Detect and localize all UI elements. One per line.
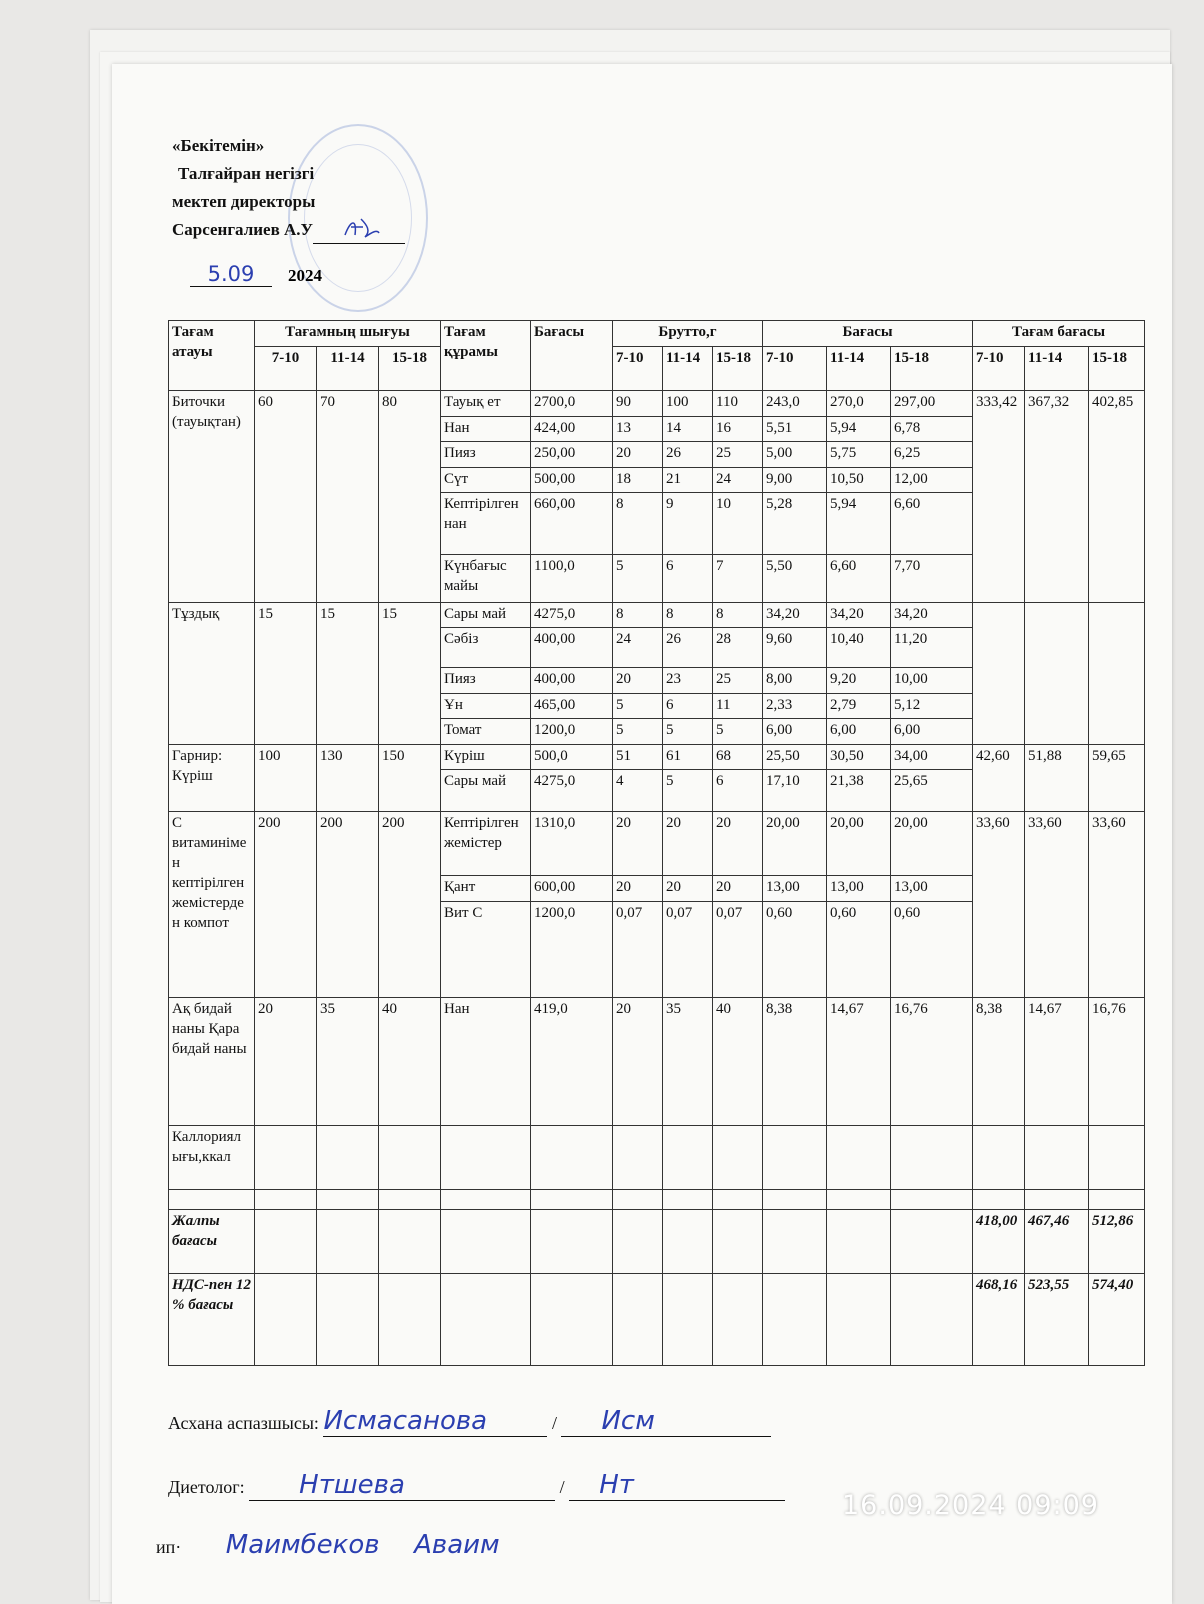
cost-11-14: 9,20 (827, 668, 891, 694)
approval-director-name: Сарсенгалиев А.У (172, 220, 314, 239)
header-cost-7-10: 7-10 (763, 347, 827, 391)
gross-11-14: 8 (663, 602, 713, 628)
header-dish-name: Тағам атауы (169, 321, 255, 391)
cost-7-10: 34,20 (763, 602, 827, 628)
ingredient-price: 465,00 (531, 693, 613, 719)
gross-15-18: 24 (713, 467, 763, 493)
gross-15-18: 110 (713, 391, 763, 417)
cost-11-14: 10,50 (827, 467, 891, 493)
dietitian-name: Нтшева (299, 1470, 405, 1500)
cost-7-10: 17,10 (763, 770, 827, 812)
dish-name: Ақ бидай наны Қара бидай наны (169, 998, 255, 1126)
yield-15-18: 150 (379, 744, 441, 812)
header-dish-price: Тағам бағасы (973, 321, 1145, 347)
table-row (169, 744, 1145, 770)
gross-11-14: 14 (663, 416, 713, 442)
dish-price-7-10: 42,60 (973, 744, 1025, 812)
ingredient: Томат (441, 719, 531, 745)
gross-11-14: 21 (663, 467, 713, 493)
cost-15-18: 10,00 (891, 668, 973, 694)
cost-7-10: 8,38 (763, 998, 827, 1126)
cost-15-18: 7,70 (891, 555, 973, 603)
ip-name: Маимбеков (225, 1530, 380, 1560)
gross-15-18: 6 (713, 770, 763, 812)
cost-7-10: 13,00 (763, 876, 827, 902)
dish-price-7-10: 8,38 (973, 998, 1025, 1126)
cook-signature-line: Асхана аспазшысы: Исмасанова / Исм (168, 1406, 771, 1437)
dish-name: Биточки (тауықтан) (169, 391, 255, 603)
director-signature (341, 215, 381, 241)
ingredient-price: 500,0 (531, 744, 613, 770)
gross-7-10: 20 (613, 812, 663, 876)
gross-7-10: 5 (613, 719, 663, 745)
gross-15-18: 8 (713, 602, 763, 628)
ingredient: Сәбіз (441, 628, 531, 668)
gross-15-18: 11 (713, 693, 763, 719)
ingredient-price: 1200,0 (531, 902, 613, 998)
header-cost: Бағасы (763, 321, 973, 347)
cost-11-14: 5,94 (827, 416, 891, 442)
gross-7-10: 90 (613, 391, 663, 417)
dish-price-15-18 (1089, 602, 1145, 744)
gross-7-10: 18 (613, 467, 663, 493)
cook-label: Асхана аспазшысы: (168, 1413, 319, 1433)
ip-label: ип· (156, 1537, 182, 1557)
header-gross-15-18: 15-18 (713, 347, 763, 391)
ingredient-price: 500,00 (531, 467, 613, 493)
gross-11-14: 5 (663, 770, 713, 812)
cost-7-10: 2,33 (763, 693, 827, 719)
dish-name: С витаминімен кептірілген жемістерден компот (169, 812, 255, 998)
header-dish-price-7-10: 7-10 (973, 347, 1025, 391)
empty-row (169, 1190, 1145, 1210)
yield-11-14: 70 (317, 391, 379, 603)
gross-11-14: 26 (663, 442, 713, 468)
ingredient: Кептірілген жемістер (441, 812, 531, 876)
cost-11-14: 6,60 (827, 555, 891, 603)
gross-7-10: 20 (613, 442, 663, 468)
gross-15-18: 40 (713, 998, 763, 1126)
cost-11-14: 20,00 (827, 812, 891, 876)
cost-11-14: 10,40 (827, 628, 891, 668)
yield-7-10: 20 (255, 998, 317, 1126)
ingredient-price: 400,00 (531, 668, 613, 694)
ingredient: Күріш (441, 744, 531, 770)
cost-15-18: 11,20 (891, 628, 973, 668)
ingredient: Вит С (441, 902, 531, 998)
gross-11-14: 6 (663, 555, 713, 603)
cost-7-10: 5,00 (763, 442, 827, 468)
gross-11-14: 0,07 (663, 902, 713, 998)
gross-7-10: 24 (613, 628, 663, 668)
total-row (169, 1210, 1145, 1274)
gross-7-10: 20 (613, 998, 663, 1126)
total-15-18: 512,86 (1089, 1210, 1145, 1274)
gross-7-10: 51 (613, 744, 663, 770)
ingredient: Пияз (441, 442, 531, 468)
header-yield: Тағамның шығуы (255, 321, 441, 347)
gross-7-10: 4 (613, 770, 663, 812)
dish-price-7-10 (973, 602, 1025, 744)
ingredient: Сүт (441, 467, 531, 493)
gross-15-18: 5 (713, 719, 763, 745)
header-dish-price-11-14: 11-14 (1025, 347, 1089, 391)
dietitian-label: Диетолог: (168, 1477, 245, 1497)
cost-15-18: 34,00 (891, 744, 973, 770)
vat-row (169, 1274, 1145, 1366)
header-gross: Брутто,г (613, 321, 763, 347)
ingredient: Сары май (441, 770, 531, 812)
yield-11-14: 200 (317, 812, 379, 998)
approval-line-1: Талғайран негізгі (178, 164, 315, 183)
gross-11-14: 20 (663, 812, 713, 876)
ingredient: Тауық ет (441, 391, 531, 417)
gross-11-14: 5 (663, 719, 713, 745)
dish-price-7-10: 33,60 (973, 812, 1025, 998)
cost-11-14: 6,00 (827, 719, 891, 745)
cost-7-10: 243,0 (763, 391, 827, 417)
yield-11-14: 35 (317, 998, 379, 1126)
gross-15-18: 0,07 (713, 902, 763, 998)
header-yield-7-10: 7-10 (255, 347, 317, 391)
table-row (169, 391, 1145, 417)
cost-15-18: 13,00 (891, 876, 973, 902)
dish-price-7-10: 333,42 (973, 391, 1025, 603)
dish-price-15-18: 33,60 (1089, 812, 1145, 998)
dietitian-signature-line: Диетолог: Нтшева / Нт (168, 1470, 785, 1501)
ingredient-price: 1310,0 (531, 812, 613, 876)
yield-7-10: 200 (255, 812, 317, 998)
gross-15-18: 20 (713, 876, 763, 902)
approval-year: 2024 (288, 266, 322, 285)
cost-15-18: 12,00 (891, 467, 973, 493)
approval-block (172, 132, 405, 244)
gross-15-18: 25 (713, 442, 763, 468)
cost-11-14: 270,0 (827, 391, 891, 417)
dish-price-11-14: 33,60 (1025, 812, 1089, 998)
cost-7-10: 0,60 (763, 902, 827, 998)
gross-11-14: 23 (663, 668, 713, 694)
gross-7-10: 5 (613, 693, 663, 719)
cook-name: Исмасанова (323, 1406, 488, 1436)
yield-15-18: 15 (379, 602, 441, 744)
header-cost-15-18: 15-18 (891, 347, 973, 391)
approval-title: «Бекітемін» (172, 136, 265, 155)
photo-timestamp: 16.09.2024 09:09 (842, 1490, 1099, 1521)
dish-name: Тұздық (169, 602, 255, 744)
cost-15-18: 6,60 (891, 493, 973, 555)
dish-price-11-14: 14,67 (1025, 998, 1089, 1126)
ingredient-price: 660,00 (531, 493, 613, 555)
dish-price-15-18: 59,65 (1089, 744, 1145, 812)
ingredient: Сары май (441, 602, 531, 628)
gross-15-18: 7 (713, 555, 763, 603)
ingredient: Пияз (441, 668, 531, 694)
yield-11-14: 15 (317, 602, 379, 744)
gross-15-18: 25 (713, 668, 763, 694)
gross-11-14: 9 (663, 493, 713, 555)
header-price: Бағасы (531, 321, 613, 391)
cost-11-14: 34,20 (827, 602, 891, 628)
header-dish-price-15-18: 15-18 (1089, 347, 1145, 391)
ingredient-price: 400,00 (531, 628, 613, 668)
cost-7-10: 9,60 (763, 628, 827, 668)
yield-15-18: 80 (379, 391, 441, 603)
ingredient-price: 2700,0 (531, 391, 613, 417)
gross-11-14: 6 (663, 693, 713, 719)
cost-15-18: 25,65 (891, 770, 973, 812)
cost-15-18: 34,20 (891, 602, 973, 628)
cost-7-10: 8,00 (763, 668, 827, 694)
calories-label: Каллориялығы,ккал (169, 1126, 255, 1190)
cost-7-10: 20,00 (763, 812, 827, 876)
table-row (169, 602, 1145, 628)
gross-7-10: 8 (613, 493, 663, 555)
gross-11-14: 35 (663, 998, 713, 1126)
ingredient-price: 419,0 (531, 998, 613, 1126)
dietitian-signature: Нт (599, 1470, 634, 1500)
ingredient-price: 424,00 (531, 416, 613, 442)
gross-15-18: 10 (713, 493, 763, 555)
gross-7-10: 8 (613, 602, 663, 628)
ingredient: Нан (441, 998, 531, 1126)
ingredient-price: 1100,0 (531, 555, 613, 603)
cost-15-18: 5,12 (891, 693, 973, 719)
cost-15-18: 297,00 (891, 391, 973, 417)
ingredient: Ұн (441, 693, 531, 719)
table-row (169, 998, 1145, 1126)
cost-11-14: 2,79 (827, 693, 891, 719)
cost-11-14: 21,38 (827, 770, 891, 812)
cost-11-14: 5,94 (827, 493, 891, 555)
gross-7-10: 0,07 (613, 902, 663, 998)
cost-15-18: 6,78 (891, 416, 973, 442)
dish-price-11-14: 51,88 (1025, 744, 1089, 812)
vat-label: НДС-пен 12 % бағасы (169, 1274, 255, 1366)
ingredient: Қант (441, 876, 531, 902)
ip-signature: Аваим (414, 1530, 500, 1560)
dish-name: Гарнир: Күріш (169, 744, 255, 812)
total-7-10: 418,00 (973, 1210, 1025, 1274)
cost-7-10: 5,28 (763, 493, 827, 555)
ingredient-price: 4275,0 (531, 770, 613, 812)
yield-15-18: 40 (379, 998, 441, 1126)
cook-signature: Исм (601, 1406, 655, 1436)
gross-15-18: 16 (713, 416, 763, 442)
header-cost-11-14: 11-14 (827, 347, 891, 391)
ingredient-price: 250,00 (531, 442, 613, 468)
calories-row (169, 1126, 1145, 1190)
vat-11-14: 523,55 (1025, 1274, 1089, 1366)
ingredient: Кептірілген нан (441, 493, 531, 555)
gross-7-10: 13 (613, 416, 663, 442)
approval-date-handwritten: 5.09 (190, 262, 272, 287)
cost-7-10: 5,50 (763, 555, 827, 603)
yield-7-10: 15 (255, 602, 317, 744)
menu-cost-table (168, 320, 1145, 1366)
gross-7-10: 20 (613, 876, 663, 902)
dish-price-11-14: 367,32 (1025, 391, 1089, 603)
vat-15-18: 574,40 (1089, 1274, 1145, 1366)
ip-signature-line (156, 1530, 500, 1560)
director-signature-line (313, 225, 405, 244)
header-gross-11-14: 11-14 (663, 347, 713, 391)
dish-price-15-18: 402,85 (1089, 391, 1145, 603)
table-row (169, 812, 1145, 876)
ingredient-price: 1200,0 (531, 719, 613, 745)
cost-15-18: 6,25 (891, 442, 973, 468)
ingredient: Нан (441, 416, 531, 442)
ingredient-price: 4275,0 (531, 602, 613, 628)
yield-7-10: 60 (255, 391, 317, 603)
gross-11-14: 26 (663, 628, 713, 668)
ingredient: Күнбағыс майы (441, 555, 531, 603)
cost-7-10: 6,00 (763, 719, 827, 745)
gross-15-18: 28 (713, 628, 763, 668)
gross-11-14: 61 (663, 744, 713, 770)
cost-15-18: 16,76 (891, 998, 973, 1126)
yield-15-18: 200 (379, 812, 441, 998)
gross-11-14: 100 (663, 391, 713, 417)
ingredient-price: 600,00 (531, 876, 613, 902)
dish-price-11-14 (1025, 602, 1089, 744)
cost-11-14: 13,00 (827, 876, 891, 902)
yield-7-10: 100 (255, 744, 317, 812)
header-yield-15-18: 15-18 (379, 347, 441, 391)
cost-7-10: 9,00 (763, 467, 827, 493)
cost-15-18: 20,00 (891, 812, 973, 876)
gross-15-18: 68 (713, 744, 763, 770)
cost-11-14: 5,75 (827, 442, 891, 468)
gross-7-10: 20 (613, 668, 663, 694)
header-gross-7-10: 7-10 (613, 347, 663, 391)
cost-7-10: 5,51 (763, 416, 827, 442)
total-11-14: 467,46 (1025, 1210, 1089, 1274)
gross-7-10: 5 (613, 555, 663, 603)
yield-11-14: 130 (317, 744, 379, 812)
header-yield-11-14: 11-14 (317, 347, 379, 391)
header-composition: Тағам құрамы (441, 321, 531, 391)
vat-7-10: 468,16 (973, 1274, 1025, 1366)
cost-11-14: 14,67 (827, 998, 891, 1126)
cost-11-14: 0,60 (827, 902, 891, 998)
cost-11-14: 30,50 (827, 744, 891, 770)
cost-7-10: 25,50 (763, 744, 827, 770)
gross-11-14: 20 (663, 876, 713, 902)
cost-15-18: 0,60 (891, 902, 973, 998)
approval-line-2: мектеп директоры (172, 192, 316, 211)
gross-15-18: 20 (713, 812, 763, 876)
approval-date (190, 262, 322, 287)
dish-price-15-18: 16,76 (1089, 998, 1145, 1126)
total-label: Жалпы бағасы (169, 1210, 255, 1274)
cost-15-18: 6,00 (891, 719, 973, 745)
